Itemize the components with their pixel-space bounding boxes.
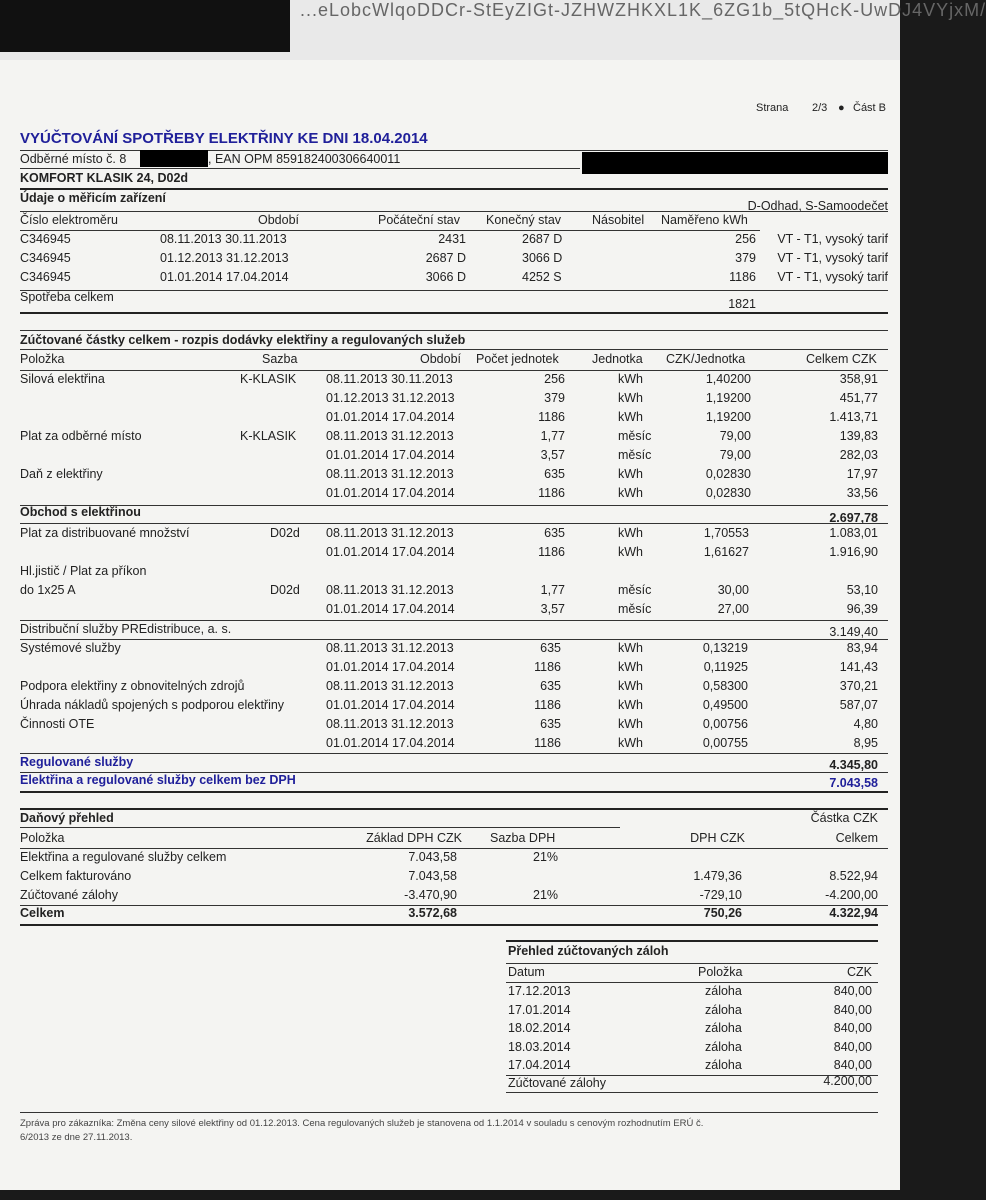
advances-header-row: Datum Položka CZK: [508, 965, 872, 979]
regulated-total: 4.345,80: [829, 758, 878, 772]
tax-amount-label: Částka CZK: [810, 811, 878, 825]
tax-header-row: Položka Základ DPH CZK Sazba DPH DPH CZK Celkem: [20, 831, 878, 845]
grand-total: 7.043,58: [829, 776, 878, 790]
url-text[interactable]: ...eLobcWlqoDDCr-StEyZIGt-JZHWZHKXL1K_6ZG1b_5tQHcK-UwDJ4VYjxM/: [300, 0, 986, 20]
meter-row: C346945 01.12.2013 31.12.2013 2687 D 3066 D 379 VT - T1, vysoký tarif: [20, 251, 888, 265]
dist-label: Distribuční služby PREdistribuce, a. s.: [20, 622, 232, 636]
part-label: Část B: [853, 102, 887, 114]
dist-row: Hl.jistič / Plat za příkon: [20, 564, 147, 578]
tax-total-row: Celkem 3.572,68 750,26 4.322,94: [20, 906, 878, 920]
billing-row: Plat za odběrné místo K-KLASIK 08.11.2013 31.12.2013 1,77 měsíc 79,00 139,83: [20, 429, 878, 443]
sys-row: 01.01.2014 17.04.2014 1186 kWh 0,00755 8,95: [326, 736, 878, 750]
advance-row: 17.04.2014 záloha 840,00: [508, 1058, 872, 1072]
meter-row: C346945 08.11.2013 30.11.2013 2431 2687 D 256 VT - T1, vysoký tarif: [20, 232, 888, 246]
sys-row: Systémové služby 08.11.2013 31.12.2013 635 kWh 0,13219 83,94: [20, 641, 878, 655]
browser-bar: [0, 0, 986, 60]
reading-type: D-Odhad, S-Samoodečet: [747, 199, 888, 213]
billing-heading: Zúčtované částky celkem - rozpis dodávky elektřiny a regulovaných služeb: [20, 333, 466, 347]
meter-total-value: 1821: [728, 297, 756, 311]
billing-row: 01.01.2014 17.04.2014 3,57 měsíc 79,00 282,03: [326, 448, 878, 462]
regulated-label: Regulované služby: [20, 755, 134, 769]
billing-row: 01.01.2014 17.04.2014 1186 kWh 1,19200 1.413,71: [326, 410, 878, 424]
grand-label: Elektřina a regulované služby celkem bez DPH: [20, 773, 296, 787]
dist-row: 01.01.2014 17.04.2014 1186 kWh 1,61627 1.916,90: [326, 545, 878, 559]
tax-row: Celkem fakturováno 7.043,58 1.479,36 8.522,94: [20, 869, 878, 883]
dist-row: 01.01.2014 17.04.2014 3,57 měsíc 27,00 96,39: [326, 602, 878, 616]
advance-row: 17.01.2014 záloha 840,00: [508, 1002, 872, 1017]
dist-row: do 1x25 A D02d 08.11.2013 31.12.2013 1,77 měsíc 30,00 53,10: [20, 583, 878, 597]
dist-row: Plat za distribuované množství D02d 08.11.2013 31.12.2013 635 kWh 1,70553 1.083,01: [20, 526, 878, 540]
tax-heading: Daňový přehled: [20, 811, 114, 825]
commerce-label: Obchod s elektřinou: [20, 505, 141, 519]
advances-total-label: Zúčtované zálohy: [508, 1076, 606, 1090]
meter-heading: Údaje o měřicím zařízení: [20, 191, 166, 205]
redaction: [140, 150, 208, 167]
meter-total-label: Spotřeba celkem: [20, 290, 114, 304]
tax-row: Zúčtované zálohy -3.470,90 21% -729,10 -4.200,00: [20, 888, 878, 902]
page-label: Strana: [756, 102, 789, 114]
sys-row: 01.01.2014 17.04.2014 1186 kWh 0,11925 141,43: [326, 660, 878, 674]
billing-row: 01.01.2014 17.04.2014 1186 kWh 0,02830 33,56: [326, 486, 878, 500]
billing-row: Silová elektřina K-KLASIK 08.11.2013 30.11.2013 256 kWh 1,40200 358,91: [20, 372, 878, 386]
dark-tab-area: [0, 0, 290, 52]
advance-row: 18.03.2014 záloha 840,00: [508, 1039, 872, 1054]
sys-row: Činnosti OTE 08.11.2013 31.12.2013 635 kWh 0,00756 4,80: [20, 717, 878, 731]
meter-header-row: Číslo elektroměru Období Počáteční stav Konečný stav Násobitel Naměřeno kWh: [20, 213, 748, 227]
footer-line-2: 6/2013 ze dne 27.11.2013.: [20, 1132, 133, 1143]
tax-row: Elektřina a regulované služby celkem 7.043,58 21%: [20, 850, 559, 864]
bullet: ●: [838, 102, 845, 114]
commerce-total: 2.697,78: [829, 511, 878, 525]
ean-text: , EAN OPM 859182400306640011: [208, 152, 401, 166]
advances-heading: Přehled zúčtovaných záloh: [508, 944, 669, 958]
place-label: Odběrné místo č. 8: [20, 152, 127, 166]
invoice-title: VYÚČTOVÁNÍ SPOTŘEBY ELEKTŘINY KE DNI 18.04.2014: [20, 130, 428, 147]
footer-line-1: Zpráva pro zákazníka: Změna ceny silové elektřiny od 01.12.2013. Cena regulovaných služeb je stanovena od 1.1.2014 v souladu s cenovým rozhodnutím ERÚ č.: [20, 1118, 704, 1129]
meter-row: C346945 01.01.2014 17.04.2014 3066 D 4252 S 1186 VT - T1, vysoký tarif: [20, 270, 888, 284]
billing-header-row: Položka Sazba Období Počet jednotek Jednotka CZK/Jednotka Celkem CZK: [20, 352, 877, 366]
redaction: [582, 152, 888, 174]
invoice-page: [0, 60, 900, 1190]
advance-row: 18.02.2014 záloha 840,00: [508, 1021, 872, 1035]
billing-row: 01.12.2013 31.12.2013 379 kWh 1,19200 451,77: [326, 391, 878, 405]
sys-row: Podpora elektřiny z obnovitelných zdrojů 08.11.2013 31.12.2013 635 kWh 0,58300 370,21: [20, 679, 878, 693]
billing-row: Daň z elektřiny 08.11.2013 31.12.2013 635 kWh 0,02830 17,97: [20, 467, 878, 481]
product-name: KOMFORT KLASIK 24, D02d: [20, 171, 189, 185]
dist-total: 3.149,40: [829, 625, 878, 639]
advances-total-value: 4.200,00: [823, 1074, 872, 1088]
advance-row: 17.12.2013 záloha 840,00: [508, 984, 872, 998]
page-value: 2/3: [812, 102, 828, 114]
sys-row: Úhrada nákladů spojených s podporou elektřiny 01.01.2014 17.04.2014 1186 kWh 0,49500 587,07: [20, 698, 878, 712]
